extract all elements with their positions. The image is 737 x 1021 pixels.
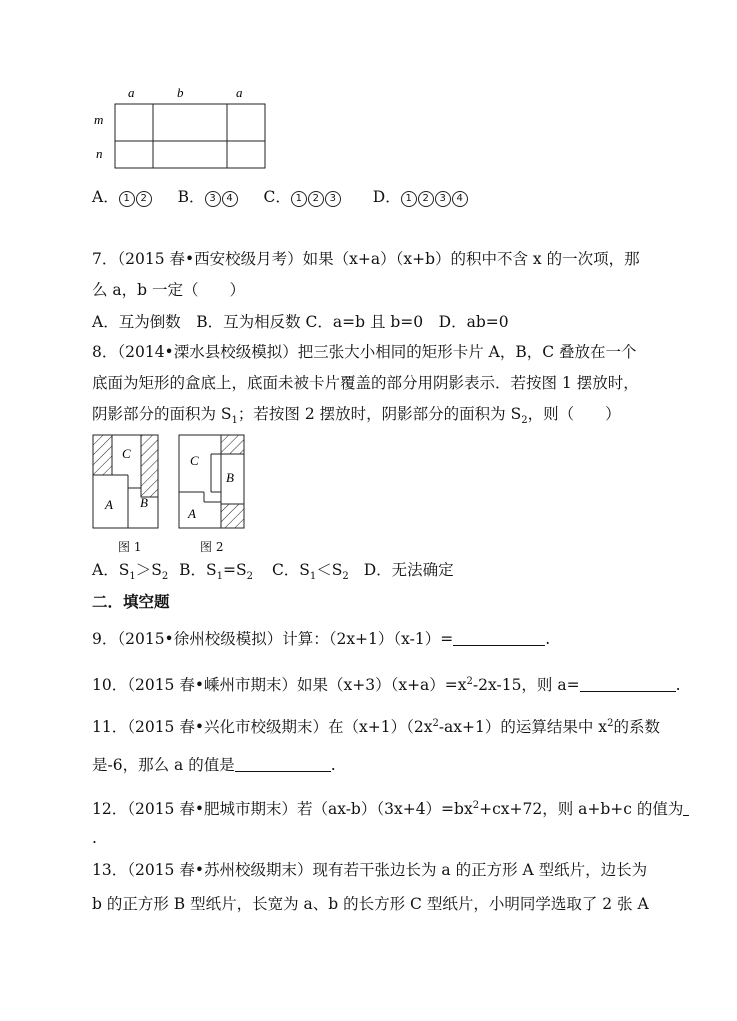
- q10: 10．（2015 春•嵊州市期末）如果$(x+3)(x+a)=x^2-2x-15$，则 a= .: [92, 676, 681, 695]
- q10-answer-blank: [580, 677, 676, 692]
- fig1-label-a: A: [105, 497, 113, 512]
- q7-line1: 7．（2015 春•西安校级月考）如果（x+a）（x+b）的积中不含 x 的一次项，那: [92, 250, 640, 268]
- fig1-label-b: B: [140, 495, 148, 510]
- q9-answer-blank: [453, 631, 545, 646]
- q8-line3: 阴影部分的面积为 $S_1$；若按图 2 摆放时，阴影部分的面积为 $S_2$，则（ ）: [92, 405, 621, 427]
- q12-line1: 12．（2015 春•肥城市期末）若$(ax-b)(3x+4)=bx^2+cx+72$，则 a+b+c 的值为: [92, 796, 689, 819]
- q8-options: A．$S_1>S_2$ B．$S_1=S_2$ C．$S_1<S_2$ D．无法确定: [92, 561, 454, 583]
- q11-line2: 是-6，那么 a 的值是 .: [92, 756, 336, 774]
- fig1-caption: 图 1: [118, 540, 142, 554]
- q13-line1: 13．（2015 春•苏州校级期末）现有若干张边长为 a 的正方形 A 型纸片，边长为: [92, 861, 648, 879]
- fig1-label-c: C: [122, 446, 131, 461]
- figure-1: [93, 435, 158, 528]
- q12-line2: .: [92, 829, 97, 847]
- figure-2: [179, 435, 244, 528]
- label-a-left: a: [128, 85, 135, 100]
- q11-answer-blank: [235, 757, 331, 772]
- fig2-caption: 图 2: [200, 540, 224, 554]
- fig2-label-c: C: [190, 453, 199, 468]
- q11-line1: 11．（2015 春•兴化市校级期末）在$(x+1)(2x^2-ax+1)$的运算结果中 $x^2$的系数: [92, 718, 660, 737]
- label-m: m: [94, 112, 104, 127]
- fig2-label-b: B: [226, 470, 234, 485]
- section-2-title: 二．填空题: [92, 592, 170, 611]
- fig2-label-a: A: [188, 506, 196, 521]
- q7-options: A．互为倒数 B．互为相反数 C．a=b 且 b=0 D．ab=0: [92, 313, 509, 331]
- q8-figures: [88, 430, 268, 530]
- q8-line2: 底面为矩形的盒底上，底面未被卡片覆盖的部分用阴影表示．若按图 1 摆放时，: [92, 374, 639, 392]
- label-b: b: [177, 85, 184, 100]
- label-n: n: [96, 146, 103, 161]
- q9: 9．（2015•徐州校级模拟）计算：（2x+1）（x-1）= .: [92, 630, 551, 648]
- q6-rectangle-figure: [88, 82, 273, 177]
- label-a-right: a: [236, 85, 243, 100]
- q6-options: A． 1 2 B． 3 4 C． 1 2 3 D． 1 2 3 4: [92, 187, 469, 207]
- q8-line1: 8．（2014•溧水县校级模拟）把三张大小相同的矩形卡片 A，B，C 叠放在一个: [92, 343, 637, 361]
- q13-line2: b 的正方形 B 型纸片，长宽为 a、b 的长方形 C 型纸片，小明同学选取了 2 张 A: [92, 895, 649, 913]
- q12-answer-blank: [683, 801, 689, 816]
- q7-line2: 么 a，b 一定（ ）: [92, 281, 246, 299]
